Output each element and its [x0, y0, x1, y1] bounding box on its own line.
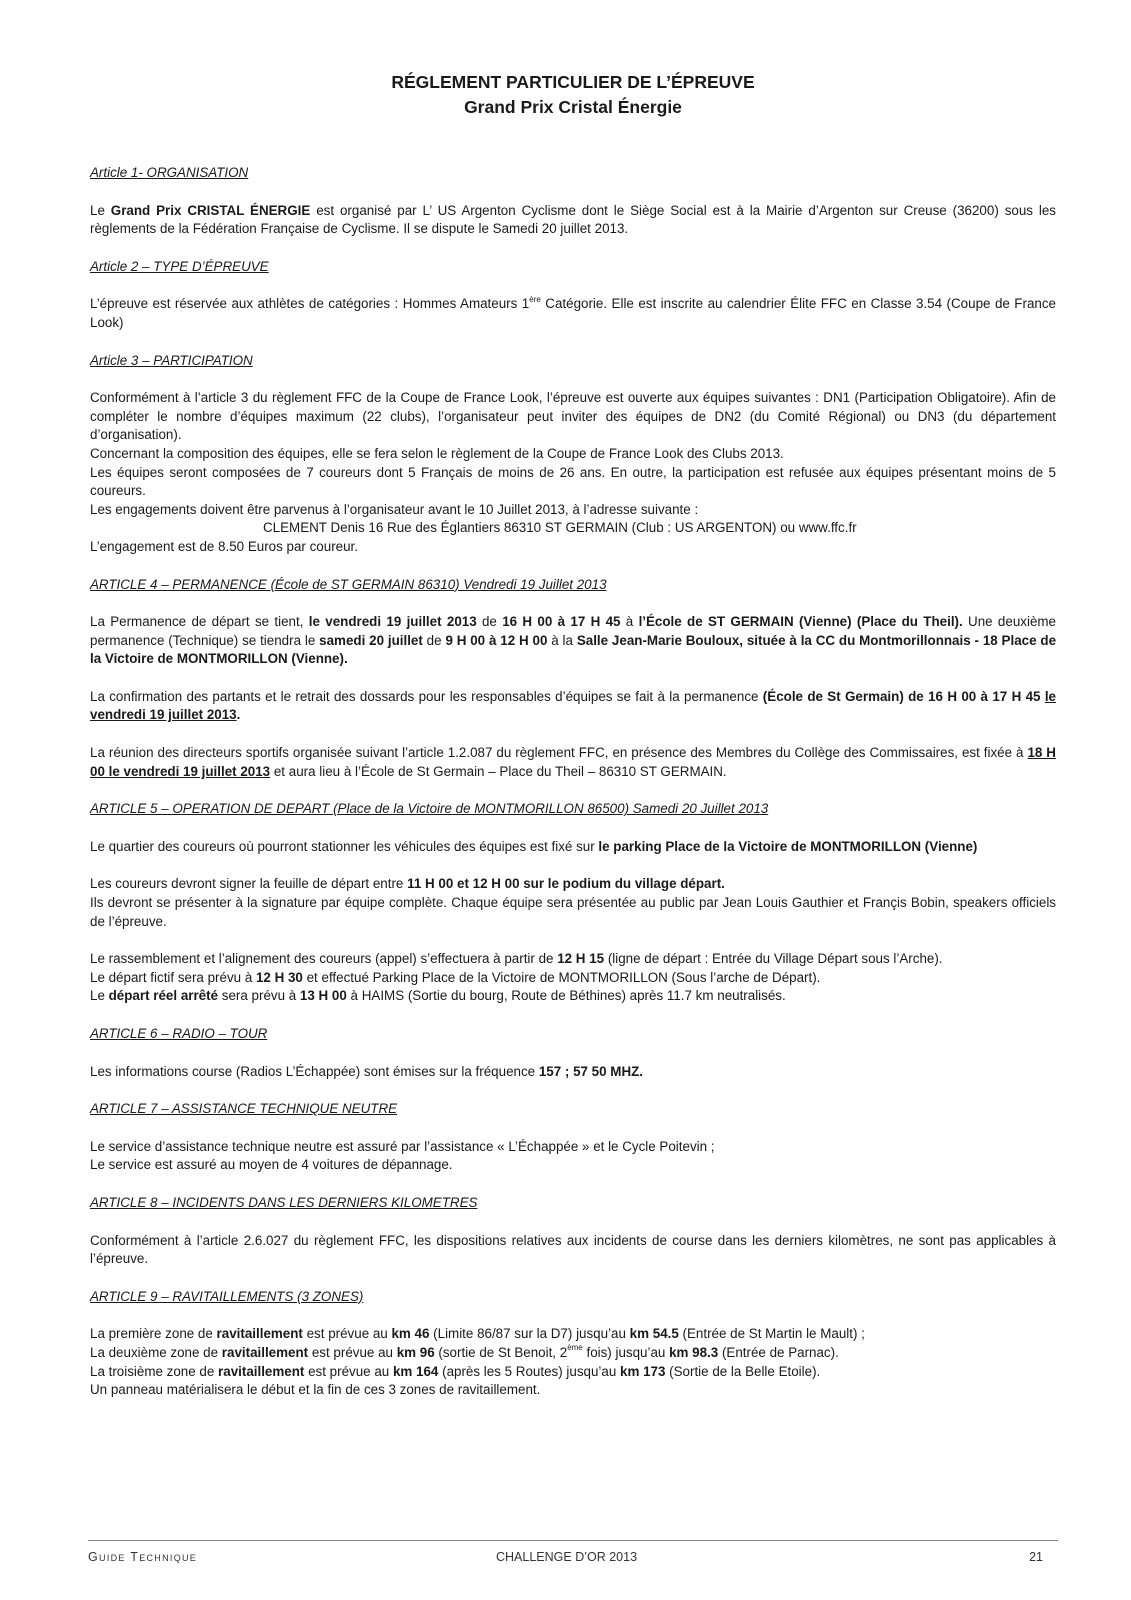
article-5-paragraph	[90, 969, 1056, 988]
bold-run: Salle Jean-Marie Bouloux, située à la CC du Montmorillonnais - 18 Place de la Victoire de MONTMORILLON (Vienne).	[90, 632, 1057, 667]
text-run: Le	[90, 202, 111, 218]
bold-run: km 98.3	[669, 1344, 719, 1360]
article-5-heading: ARTICLE 5 – OPERATION DE DEPART (Place de la Victoire de MONTMORILLON 86500) Samedi 20 Juillet 2013	[90, 801, 769, 817]
text-run: (Sortie de la Belle Etoile).	[665, 1363, 821, 1379]
bold-run: km 96	[396, 1344, 435, 1360]
bold-run: l’École de ST GERMAIN (Vienne) (Place du Theil).	[638, 614, 963, 630]
text-run: Catégorie. Elle est inscrite au calendrier Élite FFC en Classe 3.54 (Coupe de France Look)	[90, 296, 1056, 330]
bold-run: 9 H 00 à 12 H 00	[445, 632, 548, 648]
bold-run: le vendredi 19 juillet 2013	[308, 614, 477, 630]
article-3-address: CLEMENT Denis 16 Rue des Églantiers 86310 ST GERMAIN (Club : US ARGENTON) ou www.ffc.fr	[263, 520, 857, 536]
underlined-bold-run: le vendredi 19 juillet 2013	[90, 688, 1056, 723]
footer-center-label: CHALLENGE D’OR 2013	[496, 1550, 638, 1564]
text-run: sera prévu à	[218, 988, 300, 1004]
article-1-heading: Article 1- ORGANISATION	[90, 165, 249, 180]
bold-run: 157 ; 57 50 MHZ.	[538, 1063, 644, 1079]
text-run: de	[422, 632, 446, 648]
text-run: Les informations course (Radios L’Échappée) sont émises sur la fréquence	[90, 1063, 539, 1079]
underlined-bold-run: 18 H 00 le vendredi 19 juillet 2013	[90, 745, 1056, 779]
bold-run: ravitaillement	[218, 1363, 305, 1379]
article-5-paragraph	[90, 838, 1056, 857]
footer-left-label: Guide Technique	[88, 1550, 198, 1564]
bold-run: 11 H 00 et 12 H 00 sur le podium du village départ.	[407, 876, 725, 892]
article-3-paragraph: Les équipes seront composées de 7 coureurs dont 5 Français de moins de 26 ans. En outre, la participation est refusée aux équipes présentant moins de 5 coureurs.	[90, 464, 1056, 499]
article-8-heading: ARTICLE 8 – INCIDENTS DANS LES DERNIERS KILOMETRES	[90, 1194, 478, 1210]
text-run: La Permanence de départ se tient,	[90, 614, 309, 630]
text-run: Les coureurs devront signer la feuille de départ entre	[90, 876, 408, 892]
article-8-paragraph: Conformément à l’article 2.6.027 du règlement FFC, les dispositions relatives aux incidents de course dans les derniers kilomètres, ne sont pas applicables à l’épreuve.	[90, 1232, 1056, 1267]
article-5-paragraph	[90, 987, 1056, 1006]
bold-run: samedi 20 juillet	[319, 632, 423, 648]
text-run: fois) jusqu’au	[582, 1344, 670, 1360]
article-4-paragraph	[90, 688, 1056, 725]
text-run: est prévue au	[304, 1363, 393, 1379]
text-run: Une deuxième permanence (Technique) se tiendra le	[90, 614, 1056, 648]
text-run: à	[620, 614, 639, 630]
text-run: La première zone de	[90, 1326, 217, 1342]
bold-run: 16 H 00 à 17 H 45	[502, 614, 621, 630]
article-3-paragraph: Concernant la composition des équipes, elle se fera selon le règlement de la Coupe de France Look des Clubs 2013.	[90, 445, 784, 461]
article-4-paragraph	[90, 613, 1056, 669]
bold-run: km 173	[620, 1363, 666, 1379]
article-5-paragraph	[90, 875, 1056, 894]
text-run: et aura lieu à l’École de St Germain – Place du Theil – 86310 ST GERMAIN.	[270, 763, 727, 779]
article-3-paragraph: L’engagement est de 8.50 Euros par coureur.	[90, 538, 358, 554]
bold-run: .	[236, 707, 241, 723]
text-run: et effectué Parking Place de la Victoire de MONTMORILLON (Sous l’arche de Départ).	[302, 969, 821, 985]
bold-run: 12 H 30	[255, 969, 303, 985]
article-2-text	[90, 295, 1056, 332]
page-number: 21	[1029, 1550, 1043, 1564]
superscript: ème	[567, 1343, 583, 1353]
article-5-paragraph: Ils devront se présenter à la signature par équipe complète. Chaque équipe sera présentée au public par Jean Louis Gauthier et Françis Bobin, speakers officiels de l’épreuve.	[90, 895, 1056, 929]
text-run: Le rassemblement et l’alignement des coureurs (appel) s’effectuera à partir de	[90, 951, 558, 967]
text-run: de	[476, 614, 503, 630]
article-9-line: Un panneau matérialisera le début et la fin de ces 3 zones de ravitaillement.	[90, 1382, 541, 1398]
text-run: est prévue au	[302, 1326, 392, 1342]
text-run: (ligne de départ : Entrée du Village Départ sous l’Arche).	[604, 951, 943, 967]
bold-run: ravitaillement	[216, 1326, 303, 1342]
bold-run: le parking Place de la Victoire de MONTMORILLON (Vienne)	[598, 838, 978, 854]
superscript: ère	[529, 294, 541, 304]
text-run: est prévue au	[308, 1344, 397, 1360]
bold-run: km 46	[391, 1326, 430, 1342]
article-5-paragraph	[90, 950, 1056, 969]
text-run: est organisé par L’ US Argenton Cyclisme dont le Siège Social est à la Mairie d’Argenton sur Creuse (36200) sous les règlements de la Fédération Française de Cyclisme. Il se dispute le Samedi 20 juillet 2013.	[90, 202, 1056, 237]
text-run: (Limite 86/87 sur la D7) jusqu’au	[429, 1326, 630, 1342]
text-run: Le	[90, 988, 109, 1004]
article-9-line	[90, 1325, 1056, 1344]
text-run: Le quartier des coureurs où pourront stationner les véhicules des équipes est fixé sur	[90, 838, 599, 854]
article-1-text	[90, 202, 1056, 239]
text-run: La troisième zone de	[90, 1363, 219, 1379]
article-9-heading: ARTICLE 9 – RAVITAILLEMENTS (3 ZONES)	[90, 1288, 364, 1304]
article-6-paragraph	[90, 1063, 1056, 1082]
bold-run: (École de St Germain) de 16 H 00 à 17 H 45	[762, 688, 1045, 704]
text-run: (sortie de St Benoit, 2	[434, 1344, 568, 1360]
text-run: (Entrée de St Martin le Mault) ;	[678, 1326, 865, 1342]
bold-run: 13 H 00	[299, 988, 347, 1004]
article-3-heading: Article 3 – PARTICIPATION	[90, 352, 253, 368]
bold-run: 12 H 15	[557, 951, 605, 967]
document-title: RÉGLEMENT PARTICULIER DE L’ÉPREUVE	[391, 72, 755, 92]
article-3-paragraph: Conformément à l’article 3 du règlement FFC de la Coupe de France Look, l’épreuve est ouverte aux équipes suivantes : DN1 (Participation Obligatoire). Afin de compléter le nombre d’équipes maximum (22 clubs), l’organisateur peut inviter des équipes de DN2 (du Comité Régional) ou DN3 (du département d’organisation).	[90, 390, 1056, 443]
text-run: à la	[547, 632, 577, 648]
event-name: Grand Prix CRISTAL ÉNERGIE	[110, 202, 311, 218]
text-run: L’épreuve est réservée aux athlètes de catégories : Hommes Amateurs 1	[90, 296, 530, 312]
article-7-heading: ARTICLE 7 – ASSISTANCE TECHNIQUE NEUTRE	[90, 1101, 398, 1117]
text-run: (Entrée de Parnac).	[718, 1344, 839, 1360]
article-7-paragraph: Le service d’assistance technique neutre est assuré par l’assistance « L’Échappée » et le Cycle Poitevin ;	[90, 1138, 715, 1154]
bold-run: départ réel arrêté	[108, 988, 219, 1004]
article-9-line	[90, 1363, 1056, 1382]
article-6-heading: ARTICLE 6 – RADIO – TOUR	[90, 1026, 268, 1041]
text-run: La confirmation des partants et le retrait des dossards pour les responsables d’équipes se fait à la permanence	[90, 688, 763, 704]
text-run: La réunion des directeurs sportifs organisée suivant l’article 1.2.087 du règlement FFC, en présence des Membres du Collège des Commissaires, est fixée à	[90, 745, 1028, 761]
document-subtitle: Grand Prix Cristal Énergie	[464, 97, 682, 117]
text-run: (après les 5 Routes) jusqu’au	[438, 1363, 621, 1379]
article-3-paragraph: Les engagements doivent être parvenus à l’organisateur avant le 10 Juillet 2013, à l’adresse suivante :	[90, 501, 699, 517]
text-run: à HAIMS (Sortie du bourg, Route de Béthines) après 11.7 km neutralisés.	[346, 988, 786, 1004]
article-4-paragraph	[90, 744, 1056, 781]
article-4-heading: ARTICLE 4 – PERMANENCE (École de ST GERMAIN 86310) Vendredi 19 Juillet 2013	[90, 576, 607, 592]
bold-run: km 164	[392, 1363, 439, 1379]
footer-divider	[88, 1540, 1058, 1541]
article-7-paragraph: Le service est assuré au moyen de 4 voitures de dépannage.	[90, 1157, 453, 1173]
bold-run: km 54.5	[629, 1326, 679, 1342]
text-run: La deuxième zone de	[90, 1344, 222, 1360]
article-2-heading: Article 2 – TYPE D’ÉPREUVE	[90, 258, 269, 274]
bold-run: ravitaillement	[221, 1344, 309, 1360]
article-9-line	[90, 1344, 1056, 1363]
text-run: Le départ fictif sera prévu à	[90, 969, 256, 985]
document-body	[90, 70, 1056, 1400]
